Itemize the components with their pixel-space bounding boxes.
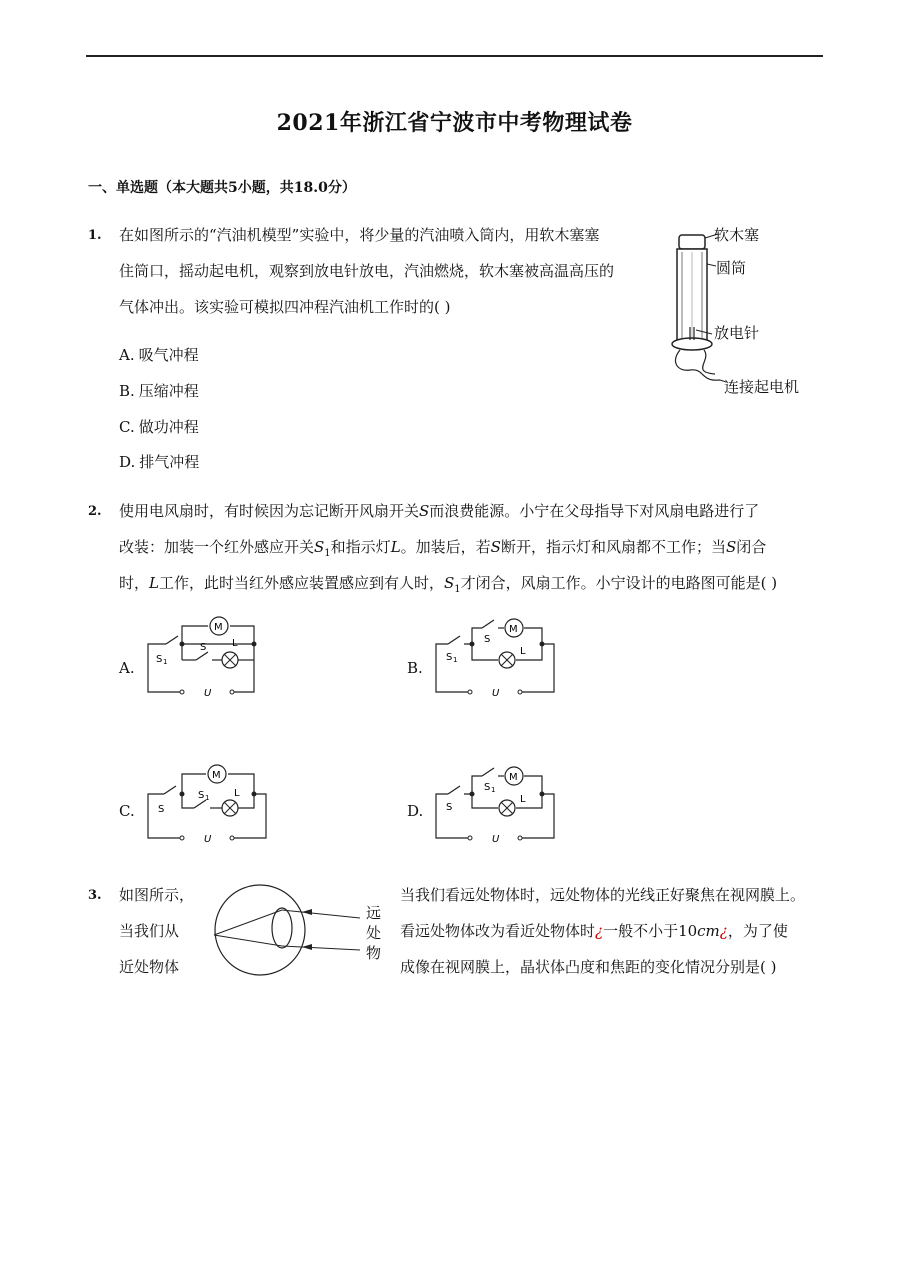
question-3-left-line-3: 近处物体 [119, 958, 180, 976]
question-1-option-b[interactable] [119, 381, 199, 401]
eye-diagram [210, 880, 370, 980]
circuit-b-diagram [432, 614, 558, 698]
svg-text:M: M [212, 770, 221, 781]
svg-text:S: S [446, 802, 453, 813]
option-text: 排气冲程 [139, 453, 200, 471]
question-2-number: 2. [88, 504, 102, 519]
option-label: A. [119, 346, 135, 364]
svg-text:S: S [198, 790, 205, 801]
svg-text:U: U [204, 688, 212, 698]
question-3-left-line-2: 当我们从 [119, 922, 180, 940]
svg-text:1: 1 [453, 656, 458, 664]
label-needle: 放电针 [714, 324, 760, 342]
question-2-option-b[interactable]: B. [407, 659, 423, 677]
circuit-a-diagram [144, 614, 270, 698]
option-text: 吸气冲程 [138, 346, 199, 364]
svg-text:L: L [520, 646, 526, 657]
label-cylinder: 圆筒 [716, 259, 747, 277]
option-text: 压缩冲程 [138, 382, 199, 400]
section-heading: 一、单选题（本大题共5小题，共18.0分） [88, 180, 356, 196]
svg-text:S: S [158, 804, 165, 815]
question-3-number: 3. [88, 888, 102, 903]
svg-text:M: M [509, 772, 518, 783]
eye-label-far: 远 [366, 904, 382, 922]
page-title: 2021年浙江省宁波市中考物理试卷 [276, 110, 633, 136]
question-1-line-1: 在如图所示的“汽油机模型”实验中，将少量的汽油喷入筒内，用软木塞塞 [119, 226, 600, 244]
question-1-option-a[interactable] [119, 345, 199, 365]
svg-text:L: L [520, 794, 526, 805]
question-1-line-2: 住筒口，摇动起电机，观察到放电针放电，汽油燃烧，软木塞被高温高压的 [119, 262, 615, 280]
label-generator: 连接起电机 [724, 378, 800, 396]
question-3-right-line-1: 当我们看远处物体时，远处物体的光线正好聚焦在视网膜上。 [400, 886, 806, 904]
svg-text:S: S [484, 782, 491, 793]
question-3-left-line-1: 如图所示， [119, 886, 195, 904]
svg-text:1: 1 [163, 658, 168, 666]
svg-text:1: 1 [491, 786, 496, 794]
question-1-number: 1. [88, 228, 102, 243]
option-text: 做功冲程 [138, 418, 199, 436]
question-3-right-line-2: 看远处物体改为看近处物体时¿一般不小于10cm¿，为了使 [400, 922, 788, 940]
eye-label-object: 物 [366, 944, 382, 962]
svg-text:1: 1 [205, 794, 210, 802]
engine-model-figure [660, 222, 820, 402]
svg-text:S: S [484, 634, 491, 645]
question-2-line-3: 时，L工作，此时当红外感应装置感应到有人时，$S_1$才闭合，风扇工作。小宁设计的电路图可能是( ) [119, 574, 778, 595]
svg-text:U: U [492, 688, 500, 698]
question-1-line-3: 气体冲出。该实验可模拟四冲程汽油机工作时的( ) [119, 298, 451, 316]
lens-shape [272, 908, 292, 948]
circuit-c-diagram [144, 760, 270, 844]
question-2-option-a[interactable]: A. [119, 659, 135, 677]
svg-text:S: S [156, 654, 163, 665]
question-2-option-c[interactable]: C. [119, 802, 135, 820]
question-1-option-c[interactable] [119, 417, 199, 437]
svg-text:L: L [234, 788, 240, 799]
question-3-right-line-3: 成像在视网膜上，晶状体凸度和焦距的变化情况分别是( ) [400, 958, 777, 976]
top-rule [86, 55, 823, 57]
svg-text:M: M [214, 622, 223, 633]
cork-shape [679, 235, 705, 249]
question-2-line-1: 使用电风扇时，有时候因为忘记断开风扇开关S而浪费能源。小宁在父母指导下对风扇电路进行了 [119, 502, 760, 520]
label-cork: 软木塞 [714, 226, 760, 244]
svg-text:M: M [509, 624, 518, 635]
option-label: D. [119, 453, 136, 471]
question-2-option-d[interactable]: D. [407, 802, 424, 820]
svg-text:L: L [232, 638, 238, 649]
circuit-d-diagram [432, 760, 558, 844]
option-label: B. [119, 382, 135, 400]
svg-text:S: S [446, 652, 453, 663]
svg-text:U: U [204, 834, 212, 844]
question-2-line-2: 改装：加装一个红外感应开关$S_1$和指示灯L。加装后，若S断开，指示灯和风扇都不工作；当S闭合 [119, 538, 767, 559]
eye-label-place: 处 [366, 924, 382, 942]
question-1-option-d[interactable] [119, 452, 199, 472]
svg-text:U: U [492, 834, 500, 844]
svg-text:S: S [200, 642, 207, 653]
option-label: C. [119, 418, 135, 436]
